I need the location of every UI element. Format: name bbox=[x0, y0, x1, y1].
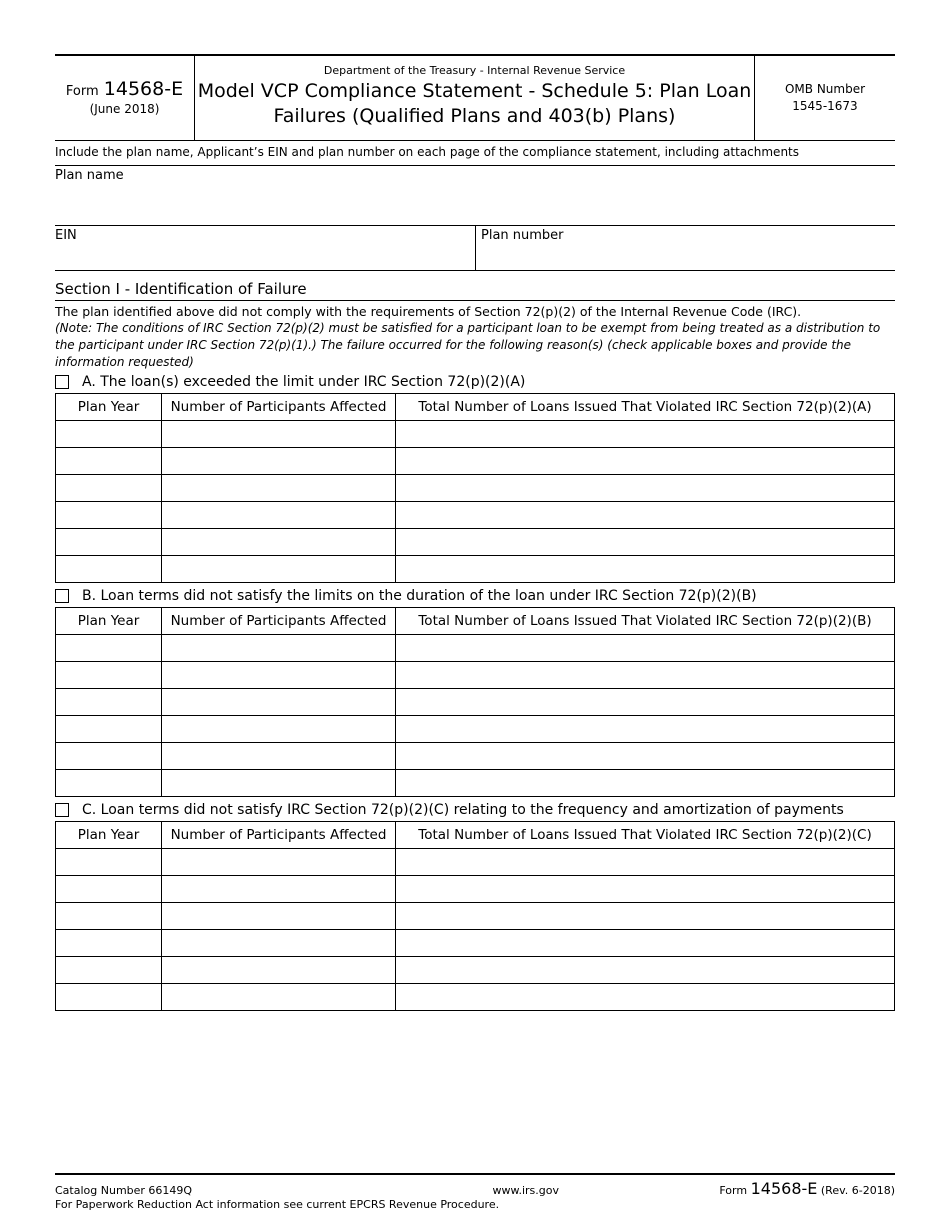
table-row bbox=[56, 635, 895, 662]
footer-form-number: 14568-E bbox=[750, 1179, 818, 1198]
item-b bbox=[55, 585, 895, 607]
table-cell[interactable] bbox=[396, 770, 895, 797]
section-note: (Note: The conditions of IRC Section 72(p)(2) must be satisfied for a participant loan to be exempt from being treated as a distribution to the participant under IRC Section 72(p)(1).) The failure occurred for the following reason(s) (check applicable boxes and provide the information requested) bbox=[55, 321, 881, 369]
item-b-checkbox[interactable] bbox=[55, 589, 69, 603]
table-row bbox=[56, 957, 895, 984]
table-row bbox=[56, 770, 895, 797]
table-cell[interactable] bbox=[162, 556, 396, 583]
col-total-loans: Total Number of Loans Issued That Violated IRC Section 72(p)(2)(B) bbox=[396, 608, 895, 635]
ein-row bbox=[55, 226, 895, 271]
section-intro: The plan identified above did not comply with the requirements of Section 72(p)(2) of the Internal Revenue Code (IRC). bbox=[55, 304, 802, 319]
table-cell[interactable] bbox=[56, 743, 162, 770]
instructions: Include the plan name, Applicant’s EIN and plan number on each page of the compliance statement, including attachments bbox=[55, 141, 895, 166]
table-cell[interactable] bbox=[162, 529, 396, 556]
table-cell[interactable] bbox=[396, 635, 895, 662]
table-row bbox=[56, 743, 895, 770]
col-plan-year: Plan Year bbox=[56, 608, 162, 635]
table-cell[interactable] bbox=[56, 448, 162, 475]
table-cell[interactable] bbox=[56, 502, 162, 529]
col-plan-year: Plan Year bbox=[56, 394, 162, 421]
plan-number-field[interactable] bbox=[476, 226, 895, 270]
footer-form-id bbox=[719, 1179, 895, 1198]
item-a-table bbox=[55, 393, 895, 583]
omb-number: 1545-1673 bbox=[792, 99, 858, 113]
table-cell[interactable] bbox=[162, 475, 396, 502]
department: Department of the Treasury - Internal Revenue Service bbox=[323, 64, 626, 77]
table-cell[interactable] bbox=[56, 876, 162, 903]
item-b-label: B. Loan terms did not satisfy the limits on the duration of the loan under IRC Section 72(p)(2)(B) bbox=[82, 588, 757, 604]
table-cell[interactable] bbox=[56, 903, 162, 930]
table-cell[interactable] bbox=[162, 984, 396, 1011]
table-cell[interactable] bbox=[162, 662, 396, 689]
table-cell[interactable] bbox=[396, 689, 895, 716]
table-cell[interactable] bbox=[396, 556, 895, 583]
table-row bbox=[56, 556, 895, 583]
table-cell[interactable] bbox=[162, 635, 396, 662]
item-a-checkbox[interactable] bbox=[55, 375, 69, 389]
table-cell[interactable] bbox=[56, 529, 162, 556]
omb-label: OMB Number bbox=[784, 82, 866, 96]
item-a-label: A. The loan(s) exceeded the limit under IRC Section 72(p)(2)(A) bbox=[82, 374, 526, 390]
table-cell[interactable] bbox=[396, 849, 895, 876]
item-b-table bbox=[55, 607, 895, 797]
table-cell[interactable] bbox=[162, 689, 396, 716]
table-header-row bbox=[56, 608, 895, 635]
table-cell[interactable] bbox=[56, 662, 162, 689]
table-row bbox=[56, 502, 895, 529]
form-number: 14568-E bbox=[103, 78, 184, 100]
table-cell[interactable] bbox=[56, 930, 162, 957]
table-cell[interactable] bbox=[162, 421, 396, 448]
form-date: (June 2018) bbox=[89, 102, 160, 116]
form-title: Model VCP Compliance Statement - Schedule 5: Plan Loan Failures (Qualified Plans and 403(b) Plans) bbox=[197, 80, 752, 127]
table-row bbox=[56, 930, 895, 957]
table-row bbox=[56, 984, 895, 1011]
table-cell[interactable] bbox=[162, 849, 396, 876]
table-cell[interactable] bbox=[162, 903, 396, 930]
form-footer bbox=[55, 1173, 895, 1211]
table-cell[interactable] bbox=[56, 716, 162, 743]
table-cell[interactable] bbox=[56, 957, 162, 984]
table-cell[interactable] bbox=[56, 475, 162, 502]
item-a bbox=[55, 371, 895, 393]
paperwork-notice: For Paperwork Reduction Act information see current EPCRS Revenue Procedure. bbox=[55, 1198, 500, 1211]
table-cell[interactable] bbox=[396, 475, 895, 502]
title-block bbox=[195, 56, 755, 140]
table-cell[interactable] bbox=[396, 529, 895, 556]
table-cell[interactable] bbox=[396, 984, 895, 1011]
table-cell[interactable] bbox=[56, 770, 162, 797]
col-total-loans: Total Number of Loans Issued That Violated IRC Section 72(p)(2)(C) bbox=[396, 822, 895, 849]
col-participants: Number of Participants Affected bbox=[162, 608, 396, 635]
table-row bbox=[56, 903, 895, 930]
table-cell[interactable] bbox=[396, 743, 895, 770]
footer-rev: (Rev. 6-2018) bbox=[820, 1184, 895, 1197]
section-title: Section I - Identification of Failure bbox=[55, 277, 895, 301]
table-cell[interactable] bbox=[162, 743, 396, 770]
table-cell[interactable] bbox=[396, 662, 895, 689]
table-cell[interactable] bbox=[162, 770, 396, 797]
table-cell[interactable] bbox=[56, 421, 162, 448]
table-cell[interactable] bbox=[162, 716, 396, 743]
table-cell[interactable] bbox=[162, 930, 396, 957]
form-label: Form bbox=[65, 84, 99, 99]
item-c bbox=[55, 799, 895, 821]
table-cell[interactable] bbox=[396, 930, 895, 957]
form-header bbox=[55, 54, 895, 141]
table-row bbox=[56, 448, 895, 475]
table-cell[interactable] bbox=[56, 849, 162, 876]
table-cell[interactable] bbox=[162, 957, 396, 984]
table-row bbox=[56, 475, 895, 502]
table-cell[interactable] bbox=[162, 876, 396, 903]
ein-field[interactable] bbox=[55, 226, 476, 270]
table-row bbox=[56, 876, 895, 903]
table-cell[interactable] bbox=[396, 502, 895, 529]
table-header-row bbox=[56, 394, 895, 421]
col-plan-year: Plan Year bbox=[56, 822, 162, 849]
table-header-row bbox=[56, 822, 895, 849]
col-participants: Number of Participants Affected bbox=[162, 822, 396, 849]
table-row bbox=[56, 662, 895, 689]
catalog-number: Catalog Number 66149Q bbox=[55, 1184, 193, 1197]
table-cell[interactable] bbox=[396, 903, 895, 930]
table-cell[interactable] bbox=[396, 421, 895, 448]
table-row bbox=[56, 421, 895, 448]
table-cell[interactable] bbox=[396, 957, 895, 984]
omb-block bbox=[755, 56, 895, 140]
table-cell[interactable] bbox=[56, 635, 162, 662]
table-cell[interactable] bbox=[396, 448, 895, 475]
table-cell[interactable] bbox=[56, 689, 162, 716]
table-cell[interactable] bbox=[56, 984, 162, 1011]
table-cell[interactable] bbox=[162, 502, 396, 529]
table-row bbox=[56, 716, 895, 743]
col-total-loans: Total Number of Loans Issued That Violated IRC Section 72(p)(2)(A) bbox=[396, 394, 895, 421]
item-c-checkbox[interactable] bbox=[55, 803, 69, 817]
ein-label: EIN bbox=[55, 228, 77, 243]
footer-form-label: Form bbox=[719, 1184, 748, 1197]
table-cell[interactable] bbox=[56, 556, 162, 583]
table-cell[interactable] bbox=[396, 876, 895, 903]
form-page bbox=[55, 54, 895, 1011]
table-cell[interactable] bbox=[162, 448, 396, 475]
table-row bbox=[56, 689, 895, 716]
website: www.irs.gov bbox=[492, 1184, 559, 1197]
item-c-label: C. Loan terms did not satisfy IRC Section 72(p)(2)(C) relating to the frequency and amortization of payments bbox=[82, 802, 844, 818]
item-c-table bbox=[55, 821, 895, 1011]
table-row bbox=[56, 849, 895, 876]
table-row bbox=[56, 529, 895, 556]
form-id-block bbox=[55, 56, 195, 140]
plan-name-field[interactable] bbox=[55, 166, 895, 226]
col-participants: Number of Participants Affected bbox=[162, 394, 396, 421]
table-cell[interactable] bbox=[396, 716, 895, 743]
plan-number-label: Plan number bbox=[481, 228, 564, 243]
plan-name-label: Plan name bbox=[55, 168, 124, 183]
